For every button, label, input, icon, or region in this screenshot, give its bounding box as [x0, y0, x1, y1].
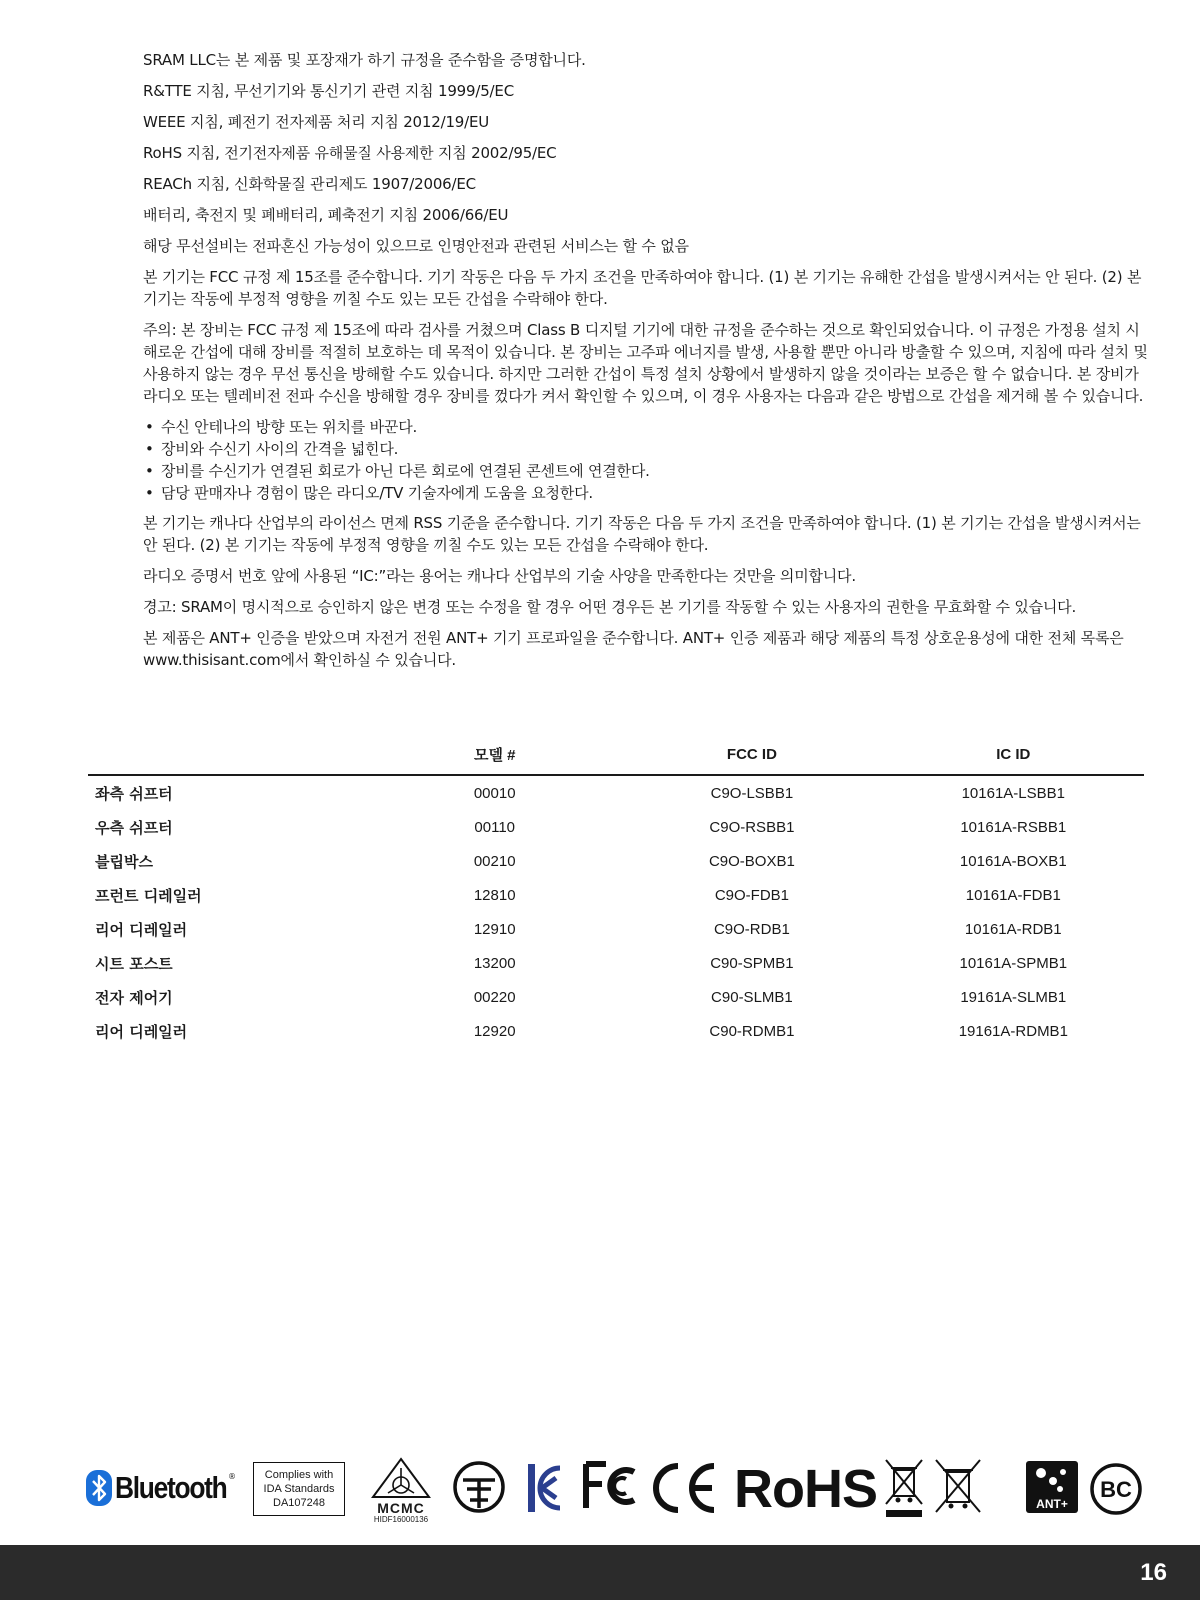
- model-number: 12910: [473, 920, 516, 938]
- table-row: [88, 810, 1144, 844]
- model-number: 13200: [473, 954, 516, 972]
- fcc-id: C9O-BOXB1: [708, 852, 795, 870]
- product-name: 프런트 디레일러: [95, 886, 202, 905]
- rtte-paragraph: R&TTE 지침, 무선기기와 통신기기 관련 지침 1999/5/EC: [143, 82, 514, 100]
- fcc-id: C90-RDMB1: [709, 1022, 795, 1040]
- rohs-logo: RoHS: [734, 1459, 877, 1519]
- table-row: [88, 775, 1144, 810]
- ic-id: 10161A-LSBB1: [961, 784, 1065, 802]
- battery-paragraph: 배터리, 축전지 및 폐배터리, 폐축전기 지침 2006/66/EU: [143, 206, 509, 224]
- table-row: [88, 980, 1144, 1014]
- table-header-fcc-id: FCC ID: [621, 740, 882, 775]
- model-number: 00010: [473, 784, 516, 802]
- bc-logo: [1089, 1462, 1143, 1520]
- table-header-blank: [88, 740, 368, 775]
- model-number: 00110: [474, 818, 516, 836]
- bc-text: BC: [1100, 1477, 1132, 1502]
- ce-logo: [648, 1462, 720, 1518]
- model-number: 00220: [473, 988, 516, 1006]
- ic-id: 10161A-RDB1: [964, 920, 1062, 938]
- mcmc-logo: [368, 1456, 434, 1524]
- ant-wordmark: ANT+: [1036, 1497, 1068, 1511]
- japan-telec-logo: [452, 1460, 506, 1518]
- ic-id: 10161A-BOXB1: [959, 852, 1067, 870]
- ant-plus-icon: [1026, 1461, 1078, 1499]
- rohs-paragraph: RoHS 지침, 전기전자제품 유해물질 사용제한 지침 2002/95/EC: [143, 144, 557, 162]
- ida-line: DA107248: [273, 1497, 325, 1509]
- product-name: 리어 디레일러: [95, 1022, 188, 1041]
- table-header-model: 모델 #: [368, 740, 621, 775]
- ic-id: 19161A-SLMB1: [960, 988, 1067, 1006]
- kc-logo: [526, 1462, 564, 1518]
- weee-logo-alt: [932, 1456, 984, 1520]
- model-number: 12920: [473, 1022, 516, 1040]
- bluetooth-icon: [86, 1470, 112, 1506]
- fcc-id: C9O-RSBB1: [709, 818, 795, 836]
- table-row: [88, 878, 1144, 912]
- page-number: 16: [1140, 1559, 1167, 1586]
- table-row: [88, 912, 1144, 946]
- reach-paragraph: REACh 지침, 신화학물질 관리제도 1907/2006/EC: [143, 175, 476, 193]
- table-row: [88, 946, 1144, 980]
- model-number: 12810: [473, 886, 516, 904]
- list-item: • 장비와 수신기 사이의 간격을 넓힌다.: [145, 440, 399, 458]
- list-item: • 장비를 수신기가 연결된 회로가 아닌 다른 회로에 연결된 콘센트에 연결한다.: [145, 462, 650, 480]
- table-header-row: [88, 740, 1144, 775]
- japan-telec-icon: [452, 1460, 506, 1514]
- ida-line: IDA Standards: [263, 1483, 335, 1495]
- industry-canada-paragraph: 본 기기는 캐나다 산업부의 라이선스 면제 RSS 기준을 준수합니다. 기기 작동은 다음 두 가지 조건을 만족하여야 합니다. (1) 본 기기는 간섭을 발생시켜서는 안 된다. (2) 본 기기는 작동에 부정적 영향을 끼칠 수도 있는 모든 간섭을 수락해야 한다.: [143, 514, 1141, 554]
- fcc-id: C9O-RDB1: [713, 920, 790, 938]
- fcc-id: C9O-FDB1: [714, 886, 789, 904]
- mcmc-code: HIDF16000136: [373, 1515, 429, 1524]
- bluetooth-wordmark: Bluetooth: [115, 1470, 227, 1505]
- ic-id: 10161A-RSBB1: [960, 818, 1067, 836]
- product-name: 블립박스: [95, 852, 153, 871]
- product-name: 시트 포스트: [95, 954, 173, 973]
- ce-icon: [648, 1462, 720, 1514]
- product-name: 우측 쉬프터: [95, 818, 173, 837]
- model-number: 00210: [473, 852, 516, 870]
- table-row: [88, 1014, 1144, 1048]
- footer-bar: [0, 1545, 1200, 1600]
- list-item: • 수신 안테나의 방향 또는 위치를 바꾼다.: [145, 418, 418, 436]
- weee-bin-icon: [882, 1456, 926, 1520]
- warning-paragraph: 경고: SRAM이 명시적으로 승인하지 않은 변경 또는 수정을 할 경우 어떤 경우든 본 기기를 작동할 수 있는 사용자의 권한을 무효화할 수 있습니다.: [143, 598, 1077, 616]
- certification-logos: [86, 1456, 1146, 1524]
- weee-paragraph: WEEE 지침, 폐전기 전자제품 처리 지침 2012/19/EU: [143, 113, 490, 131]
- ant-plus-logo: [1026, 1461, 1078, 1513]
- fcc-logo: [582, 1460, 644, 1516]
- product-name: 좌측 쉬프터: [95, 784, 173, 803]
- weee-logo: [882, 1456, 926, 1524]
- ida-compliance-box: [253, 1462, 345, 1516]
- bc-icon: [1089, 1462, 1143, 1516]
- fcc-id: C9O-LSBB1: [710, 784, 794, 802]
- ic-id: 10161A-SPMB1: [959, 954, 1068, 972]
- ant-paragraph: 본 제품은 ANT+ 인증을 받았으며 자전거 전원 ANT+ 기기 프로파일을 준수합니다. ANT+ 인증 제품과 해당 제품의 특정 상호운용성에 대한 전체 목록은 www.thisisant.com에서 확인하실 수 있습니다.: [143, 629, 1124, 669]
- ic-term-paragraph: 라디오 증명서 번호 앞에 사용된 “IC:”라는 용어는 캐나다 산업부의 기술 사양을 만족한다는 것만을 의미합니다.: [143, 567, 856, 585]
- interference-remedies-list: [143, 416, 1153, 504]
- compliance-text: [143, 49, 1153, 680]
- fcc-id: C90-SLMB1: [711, 988, 793, 1006]
- bluetooth-logo: [86, 1468, 246, 1508]
- ida-line: Complies with: [264, 1469, 334, 1481]
- table-header-ic-id: IC ID: [883, 740, 1144, 775]
- fcc-icon: [582, 1460, 644, 1512]
- declaration-paragraph: SRAM LLC는 본 제품 및 포장재가 하기 규정을 준수함을 증명합니다.: [143, 51, 586, 69]
- registered-mark: ®: [228, 1472, 236, 1481]
- mcmc-triangle-icon: [370, 1456, 432, 1500]
- fcc-paragraph: 본 기기는 FCC 규정 제 15조를 준수합니다. 기기 작동은 다음 두 가지 조건을 만족하여야 합니다. (1) 본 기기는 유해한 간섭을 발생시켜서는 안 된다. (2) 본 기기는 작동에 부정적 영향을 끼칠 수도 있는 모든 간섭을 수락해야 한다.: [143, 268, 1142, 308]
- list-item: • 담당 판매자나 경험이 많은 라디오/TV 기술자에게 도움을 요청한다.: [145, 484, 593, 502]
- kc-mark-icon: [526, 1462, 564, 1514]
- ic-id: 10161A-FDB1: [965, 886, 1061, 904]
- product-name: 리어 디레일러: [95, 920, 188, 939]
- mcmc-wordmark: MCMC: [377, 1500, 425, 1516]
- fcc-caution-paragraph: 주의: 본 장비는 FCC 규정 제 15조에 따라 검사를 거쳤으며 Class B 디지털 기기에 대한 규정을 준수하는 것으로 확인되었습니다. 이 규정은 가정용 설치 시 해로운 간섭에 대해 장비를 적절히 보호하는 데 목적이 있습니다. 본 장비는 고주파 에너지를 발생, 사용할 뿐만 아니라 방출할 수 있으며, 지침에 따라 설치 및 사용하지 않는 경우 무선 통신을 방해할 수도 있습니다. 하지만 그러한 간섭이 특정 설치 상황에서 발생하지 않을 것이라는 보증은 할 수 없습니다. 본 장비가 라디오 또는 텔레비전 전파 수신을 방해할 경우 장비를 껐다가 켜서 확인할 수 있으며, 이 경우 사용자는 다음과 같은 방법으로 간섭을 제거해 볼 수 있습니다.: [143, 321, 1148, 405]
- fcc-id: C90-SPMB1: [710, 954, 794, 972]
- product-name: 전자 제어기: [95, 988, 173, 1007]
- model-id-table: [88, 740, 1144, 1048]
- ic-id: 19161A-RDMB1: [958, 1022, 1068, 1040]
- radio-safety-paragraph: 해당 무선설비는 전파혼신 가능성이 있으므로 인명안전과 관련된 서비스는 할 수 없음: [143, 237, 689, 255]
- table-row: [88, 844, 1144, 878]
- weee-bin-crossed-icon: [932, 1456, 984, 1516]
